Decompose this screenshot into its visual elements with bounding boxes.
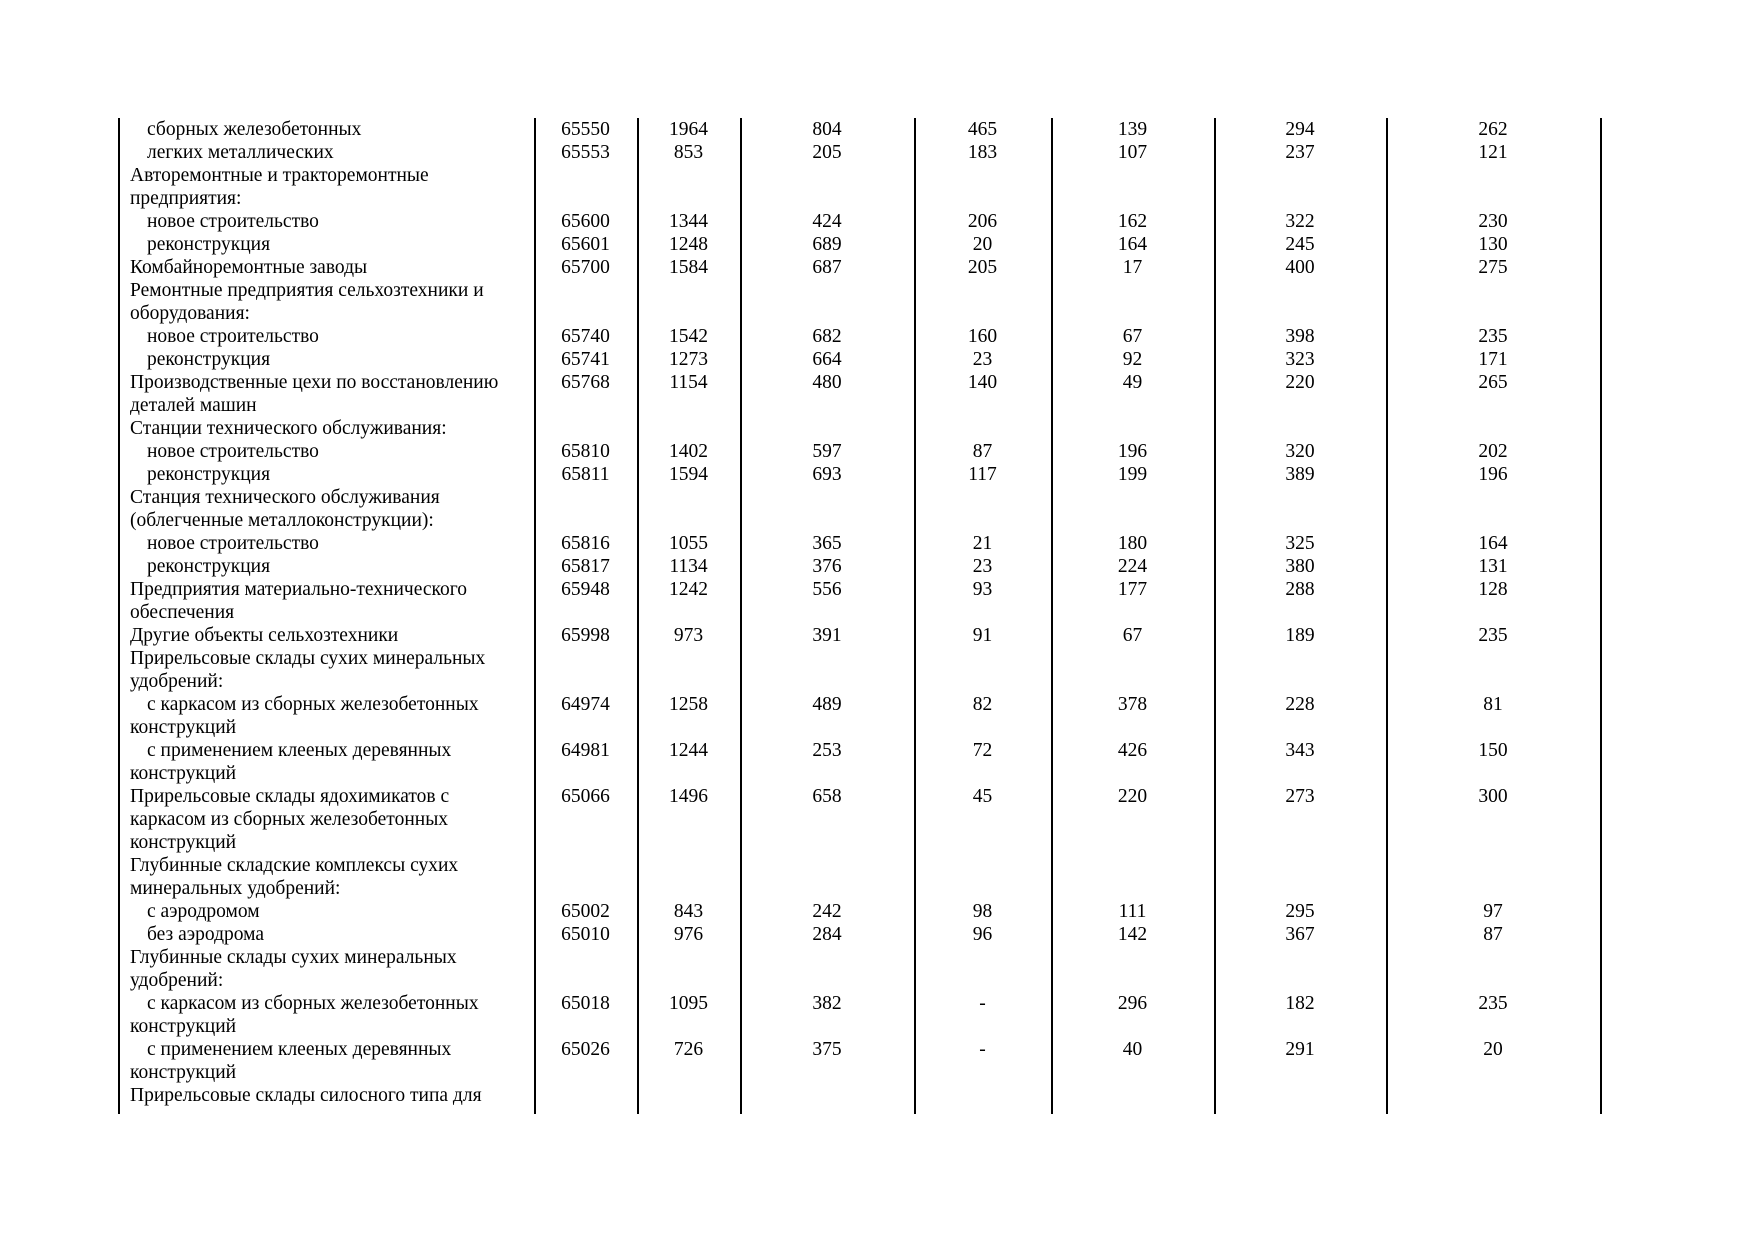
cell-col-2: 597: [812, 441, 842, 462]
cell-col-3: 82: [972, 694, 993, 715]
cell-col-3: 206: [967, 211, 998, 232]
cell-col-4: 142: [1117, 924, 1148, 945]
cell-col-6: 196: [1478, 464, 1508, 485]
cell-col-3: 98: [972, 901, 993, 922]
row-label: [130, 348, 534, 371]
row-label-line: новое строительство: [147, 441, 319, 462]
cell-col-2: 242: [812, 901, 842, 922]
cell-col-3: -: [979, 1039, 986, 1060]
cell-col-4: 17: [1122, 257, 1143, 278]
row-label-line: конструкций: [130, 763, 237, 784]
row-label-line: обеспечения: [130, 602, 235, 623]
cell-col-5: 273: [1285, 786, 1315, 807]
row-label: [130, 992, 534, 1038]
row-label-line: новое строительство: [147, 533, 319, 554]
row-label-line: сборных железобетонных: [147, 119, 362, 140]
cell-col-4: 180: [1117, 533, 1148, 554]
cell-col-6: 121: [1478, 142, 1508, 163]
cell-col-2: 205: [812, 142, 842, 163]
cell-col-4: 177: [1117, 579, 1148, 600]
cell-col-2: 556: [812, 579, 842, 600]
row-label-line: (облегченные металлоконструкции):: [130, 510, 434, 531]
row-label: [130, 647, 534, 693]
cell-col-3: 93: [972, 579, 993, 600]
cell-col-5: 294: [1285, 119, 1315, 140]
cell-col-4: 107: [1117, 142, 1148, 163]
cell-col-4: 224: [1117, 556, 1148, 577]
row-label-line: конструкций: [130, 1062, 237, 1083]
row-label: [130, 900, 534, 923]
row-label: [130, 210, 534, 233]
row-label-line: реконструкция: [147, 234, 271, 255]
cell-col-3: 72: [972, 740, 993, 761]
cell-col-1: 1154: [669, 372, 708, 393]
cell-code: 65026: [561, 1039, 610, 1060]
cell-col-5: 228: [1285, 694, 1315, 715]
cell-code: 65601: [561, 234, 610, 255]
cell-col-1: 1258: [669, 694, 708, 715]
cell-col-5: 322: [1285, 211, 1315, 232]
cell-col-3: 20: [972, 234, 993, 255]
cell-col-6: 265: [1478, 372, 1508, 393]
cell-col-3: 91: [972, 625, 993, 646]
row-label: [130, 624, 534, 647]
row-label: [130, 141, 534, 164]
row-label: [130, 164, 534, 210]
cell-col-6: 235: [1478, 993, 1508, 1014]
cell-col-4: 49: [1122, 372, 1143, 393]
cell-col-1: 1248: [669, 234, 708, 255]
cell-col-3: 205: [967, 257, 998, 278]
cell-col-1: 1055: [669, 533, 708, 554]
row-label-line: конструкций: [130, 717, 237, 738]
cell-col-5: 320: [1285, 441, 1315, 462]
cell-code: 64974: [561, 694, 610, 715]
cell-col-1: 1496: [669, 786, 708, 807]
cell-col-5: 220: [1285, 372, 1315, 393]
cell-col-5: 237: [1285, 142, 1315, 163]
cell-col-5: 323: [1285, 349, 1315, 370]
cell-col-2: 253: [812, 740, 842, 761]
row-label: [130, 923, 534, 946]
column-border: [118, 118, 120, 1114]
row-label: [130, 256, 534, 279]
row-label-line: легких металлических: [147, 142, 334, 163]
row-label-line: Станция технического обслуживания: [130, 487, 440, 508]
row-label-line: оборудования:: [130, 303, 250, 324]
cell-col-1: 1964: [669, 119, 708, 140]
row-label: [130, 1038, 534, 1084]
cell-col-1: 1584: [669, 257, 708, 278]
row-label: [130, 417, 534, 440]
row-label-line: с каркасом из сборных железобетонных: [147, 993, 479, 1014]
row-label-line: каркасом из сборных железобетонных: [130, 809, 449, 830]
cell-col-3: 87: [972, 441, 993, 462]
cell-col-3: 96: [972, 924, 993, 945]
row-label: [130, 463, 534, 486]
cell-col-3: 160: [967, 326, 998, 347]
cell-col-5: 398: [1285, 326, 1315, 347]
row-label-line: предприятия:: [130, 188, 242, 209]
row-label-line: Глубинные складские комплексы сухих: [130, 855, 459, 876]
cell-col-6: 130: [1478, 234, 1508, 255]
cell-col-4: 378: [1117, 694, 1148, 715]
row-label: [130, 1084, 534, 1107]
cell-col-2: 382: [812, 993, 842, 1014]
cell-col-3: 23: [972, 349, 993, 370]
cell-col-6: 262: [1478, 119, 1508, 140]
cell-col-1: 1402: [669, 441, 708, 462]
row-label: [130, 854, 534, 900]
cell-col-6: 97: [1483, 901, 1503, 922]
cell-code: 65740: [561, 326, 610, 347]
cell-col-6: 171: [1478, 349, 1508, 370]
row-label-line: Производственные цехи по восстановлению: [130, 372, 499, 393]
row-label: [130, 739, 534, 785]
cell-col-4: 139: [1117, 119, 1148, 140]
row-label-line: реконструкция: [147, 464, 271, 485]
cell-col-4: 67: [1122, 326, 1143, 347]
row-label: [130, 325, 534, 348]
cell-code: 65816: [561, 533, 610, 554]
row-label: [130, 440, 534, 463]
row-label-line: Другие объекты сельхозтехники: [130, 625, 399, 646]
cell-code: 65700: [561, 257, 610, 278]
cell-code: 65768: [561, 372, 610, 393]
column-border: [1600, 118, 1602, 1114]
row-label-line: с аэродромом: [147, 901, 260, 922]
cell-col-6: 164: [1478, 533, 1508, 554]
cell-col-1: 726: [673, 1039, 704, 1060]
cell-col-2: 391: [812, 625, 842, 646]
cell-col-5: 291: [1285, 1039, 1315, 1060]
row-label: [130, 693, 534, 739]
cell-col-3: 21: [972, 533, 993, 554]
cell-col-6: 87: [1483, 924, 1503, 945]
cell-col-4: 196: [1117, 441, 1148, 462]
row-label-line: Прирельсовые склады сухих минеральных: [130, 648, 486, 669]
cell-col-3: 23: [972, 556, 993, 577]
cell-code: 64981: [561, 740, 610, 761]
row-label-line: Станции технического обслуживания:: [130, 418, 447, 439]
row-label-line: конструкций: [130, 832, 237, 853]
cell-col-3: 117: [968, 464, 997, 485]
cell-col-5: 343: [1285, 740, 1315, 761]
cell-col-1: 976: [673, 924, 704, 945]
cell-col-3: -: [979, 993, 986, 1014]
cell-code: 65948: [561, 579, 610, 600]
cell-col-3: 140: [967, 372, 998, 393]
row-label-line: удобрений:: [130, 671, 224, 692]
cell-col-1: 1242: [669, 579, 708, 600]
cell-col-4: 164: [1117, 234, 1148, 255]
row-label-line: конструкций: [130, 1016, 237, 1037]
cell-col-5: 325: [1285, 533, 1315, 554]
cell-col-4: 296: [1117, 993, 1148, 1014]
cell-col-2: 480: [812, 372, 842, 393]
row-label: [130, 785, 534, 854]
row-label-line: новое строительство: [147, 211, 319, 232]
cell-col-2: 804: [812, 119, 842, 140]
cell-col-5: 288: [1285, 579, 1315, 600]
cell-col-3: 183: [967, 142, 998, 163]
cell-col-1: 1542: [669, 326, 708, 347]
row-label-line: без аэродрома: [147, 924, 265, 945]
row-label-line: Прирельсовые склады силосного типа для: [130, 1085, 482, 1106]
cell-code: 65553: [561, 142, 610, 163]
cell-col-6: 235: [1478, 326, 1508, 347]
cell-col-6: 128: [1478, 579, 1508, 600]
cell-col-2: 664: [812, 349, 842, 370]
cell-code: 65010: [561, 924, 610, 945]
cell-col-1: 1594: [669, 464, 708, 485]
cell-col-4: 162: [1117, 211, 1148, 232]
cell-col-3: 465: [967, 119, 998, 140]
cell-col-4: 426: [1117, 740, 1148, 761]
cell-col-1: 1244: [669, 740, 708, 761]
cell-col-5: 245: [1285, 234, 1315, 255]
cell-col-1: 973: [673, 625, 704, 646]
cell-code: 65817: [561, 556, 610, 577]
cell-col-2: 689: [812, 234, 842, 255]
cell-col-4: 67: [1122, 625, 1143, 646]
cell-code: 65550: [561, 119, 610, 140]
row-label-line: реконструкция: [147, 349, 271, 370]
cell-code: 65811: [561, 464, 610, 485]
row-label-line: Комбайноремонтные заводы: [130, 257, 368, 278]
cell-code: 65998: [561, 625, 610, 646]
cell-col-2: 658: [812, 786, 842, 807]
cell-col-2: 693: [812, 464, 842, 485]
cell-col-5: 400: [1285, 257, 1315, 278]
row-label-line: Прирельсовые склады ядохимикатов с: [130, 786, 450, 807]
cell-col-6: 230: [1478, 211, 1508, 232]
row-label-line: Авторемонтные и тракторемонтные: [130, 165, 429, 186]
cell-col-6: 275: [1478, 257, 1508, 278]
cell-col-1: 1273: [669, 349, 708, 370]
row-label-line: с каркасом из сборных железобетонных: [147, 694, 479, 715]
row-label: [130, 946, 534, 992]
cell-col-4: 40: [1122, 1039, 1143, 1060]
cell-col-6: 81: [1483, 694, 1503, 715]
cell-col-3: 45: [972, 786, 993, 807]
cell-col-6: 20: [1483, 1039, 1503, 1060]
cell-col-4: 220: [1117, 786, 1148, 807]
cell-code: 65600: [561, 211, 610, 232]
row-label: [130, 371, 534, 417]
cell-code: 65741: [561, 349, 610, 370]
row-label-line: деталей машин: [130, 395, 257, 416]
cell-col-1: 853: [673, 142, 704, 163]
cell-col-5: 182: [1285, 993, 1315, 1014]
cell-col-5: 389: [1285, 464, 1315, 485]
cell-col-5: 367: [1285, 924, 1315, 945]
row-label-line: новое строительство: [147, 326, 319, 347]
cell-col-5: 380: [1285, 556, 1315, 577]
cell-col-2: 489: [812, 694, 842, 715]
cell-col-6: 300: [1478, 786, 1508, 807]
row-label: [130, 486, 534, 532]
row-label-line: с применением клееных деревянных: [147, 1039, 452, 1060]
cell-col-2: 375: [812, 1039, 842, 1060]
row-label: [130, 279, 534, 325]
data-table: [118, 118, 1604, 1114]
cell-col-2: 376: [812, 556, 842, 577]
cell-col-1: 1344: [669, 211, 708, 232]
cell-col-1: 1134: [669, 556, 708, 577]
row-label-line: Предприятия материально-технического: [130, 579, 468, 600]
cell-col-1: 1095: [669, 993, 708, 1014]
cell-col-1: 843: [673, 901, 704, 922]
cell-col-4: 111: [1118, 901, 1147, 922]
row-label-line: Ремонтные предприятия сельхозтехники и: [130, 280, 484, 301]
row-label-line: минеральных удобрений:: [130, 878, 341, 899]
cell-col-2: 365: [812, 533, 842, 554]
row-label-line: удобрений:: [130, 970, 224, 991]
row-label: [130, 555, 534, 578]
cell-col-6: 202: [1478, 441, 1508, 462]
row-label-line: с применением клееных деревянных: [147, 740, 452, 761]
cell-col-2: 284: [812, 924, 842, 945]
cell-code: 65810: [561, 441, 610, 462]
row-label: [130, 578, 534, 624]
row-label: [130, 233, 534, 256]
cell-col-2: 682: [812, 326, 842, 347]
cell-col-4: 199: [1117, 464, 1148, 485]
cell-col-2: 687: [812, 257, 842, 278]
cell-col-2: 424: [812, 211, 842, 232]
cell-col-6: 235: [1478, 625, 1508, 646]
row-label: [130, 532, 534, 555]
row-label-line: реконструкция: [147, 556, 271, 577]
cell-col-4: 92: [1122, 349, 1143, 370]
cell-col-6: 131: [1478, 556, 1508, 577]
cell-code: 65002: [561, 901, 610, 922]
cell-col-5: 295: [1285, 901, 1315, 922]
row-label: [130, 118, 534, 141]
row-label-line: Глубинные склады сухих минеральных: [130, 947, 457, 968]
cell-code: 65018: [561, 993, 610, 1014]
cell-col-5: 189: [1285, 625, 1315, 646]
cell-col-6: 150: [1478, 740, 1508, 761]
cell-code: 65066: [561, 786, 610, 807]
